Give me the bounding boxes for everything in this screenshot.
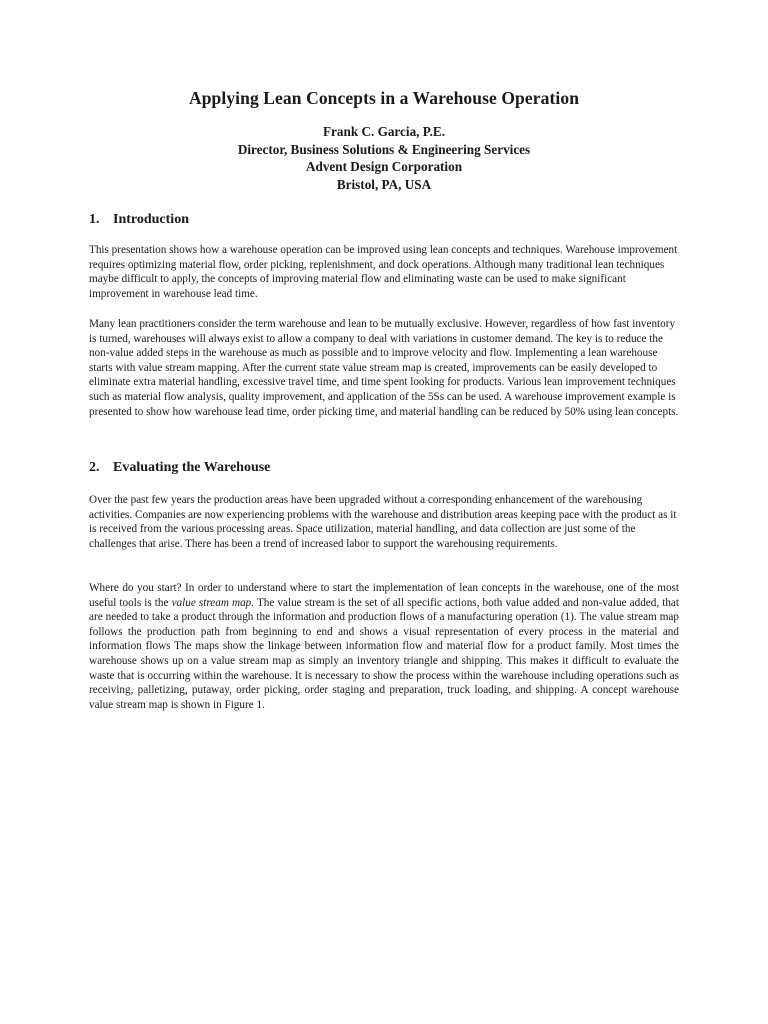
paragraph: Many lean practitioners consider the term warehouse and lean to be mutually exclusive. However, regardless of how fast inventory is turned, warehouses will always exist to allow a company to deal with variations in customer demand. The key is to reduce the non-value added steps in the warehouse as much as possible and to improve velocity and flow. Implementing a lean warehouse starts with value stream mapping. After the current state value stream map is created, improvements can be easily developed to eliminate extra material handling, excessive travel time, and time spent looking for products. Various lean improvement techniques such as material flow analysis, quality improvement, and application of the 5Ss can be used. A warehouse improvement example is presented to show how warehouse lead time, order picking time, and material handling can be reduced by 50% using lean concepts. <box>89 318 679 418</box>
paragraph-value-stream-map <box>89 581 679 712</box>
document-page <box>89 88 679 711</box>
section-number: 1. <box>89 212 100 227</box>
section-title: Evaluating the Warehouse <box>113 460 271 475</box>
section-number: 2. <box>89 460 100 475</box>
author-company: Advent Design Corporation <box>305 159 463 174</box>
author-location: Bristol, PA, USA <box>336 176 432 192</box>
author-block <box>89 123 679 193</box>
emphasis-term: value stream map. <box>171 596 255 609</box>
section-heading-introduction <box>89 212 189 228</box>
section-title: Introduction <box>113 212 189 227</box>
section-heading-evaluating-the-warehouse <box>89 460 270 476</box>
author-position: Director, Business Solutions & Engineering Services <box>237 141 531 157</box>
paragraph-text: Where do you start? In order to understand where to start the implementation of lean concepts in the warehouse, one of the most useful tools is the <box>89 582 679 609</box>
paragraph-text: The value stream is the set of all specific actions, both value added and non-value added, that are needed to take a product through the information and production flows of a manufacturing operation (1). The value stream map follows the production path from beginning to end and shows a visual representation of every process in the material and information flows The maps show the linkage between information flow and material flow for a product family. Most times the warehouse shows up on a value stream map as simply an inventory triangle and shipping. This makes it difficult to evaluate the waste that is occurring within the warehouse. It is necessary to show the process within the warehouse including operations such as receiving, palletizing, putaway, order picking, order staging and preparation, truck loading, and shipping. A concept warehouse value stream map is shown in Figure 1. <box>89 596 679 711</box>
paragraph: Over the past few years the production areas have been upgraded without a corresponding enhancement of the warehousing activities. Companies are now experiencing problems with the warehouse and distribution areas keeping pace with the product as it is received from the various processing areas. Space utilization, material handling, and data collection are just some of the challenges that arise. There has been a trend of increased labor to support the warehousing requirements. <box>89 494 677 550</box>
author-name: Frank C. Garcia, P.E. <box>323 124 445 139</box>
paragraph: This presentation shows how a warehouse operation can be improved using lean concepts and techniques. Warehouse improvement requires optimizing material flow, order picking, replenishment, and dock operations. Although many traditional lean techniques maybe difficult to apply, the concepts of improving material flow and eliminating waste can be used to make significant improvement in warehouse lead time. <box>89 244 678 300</box>
document-title: Applying Lean Concepts in a Warehouse Operation <box>188 88 580 108</box>
